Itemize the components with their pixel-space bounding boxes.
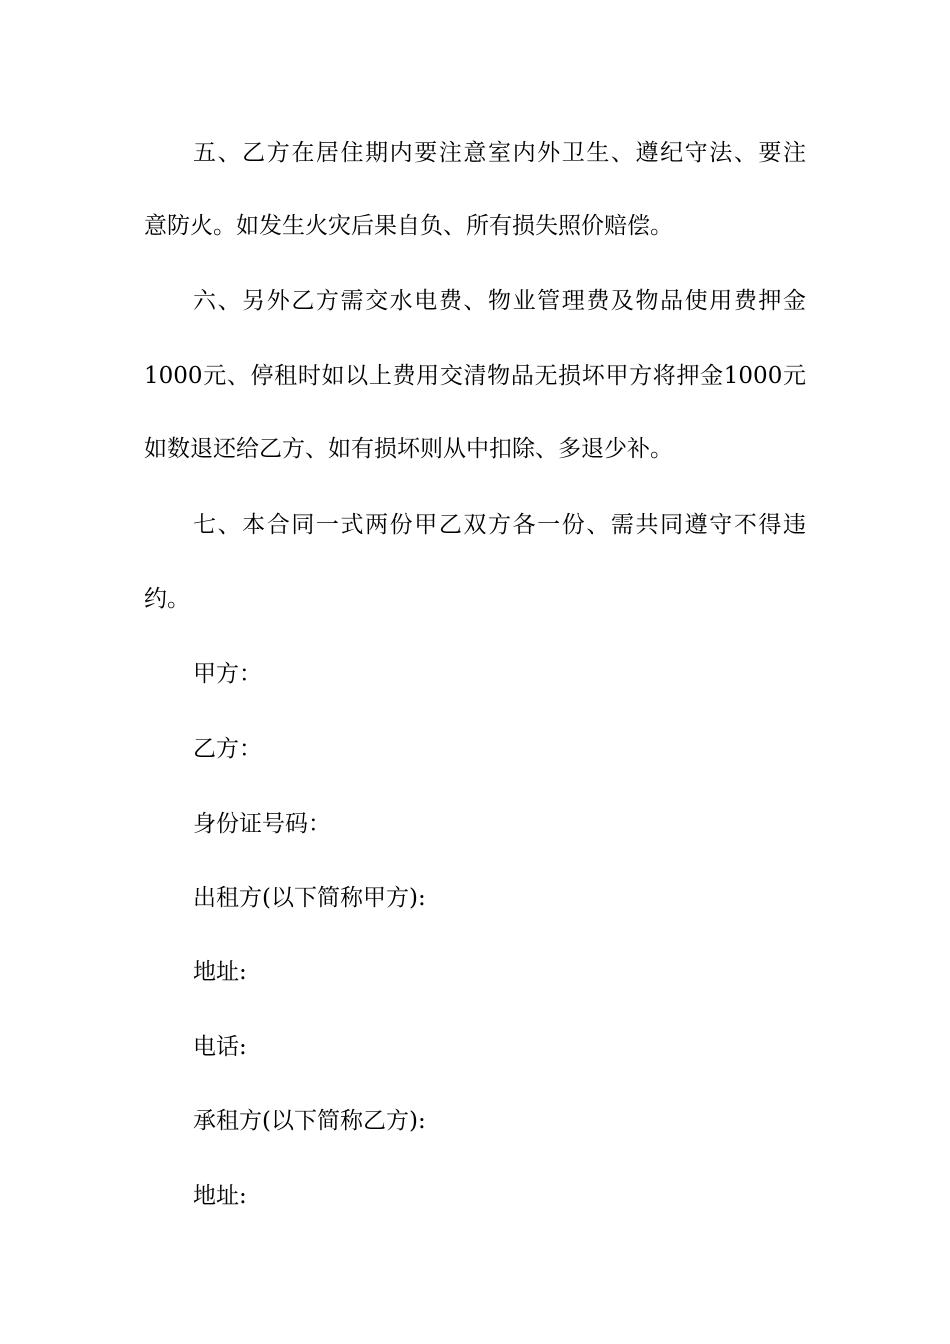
- clause-7-line-1: 七、本合同一式两份甲乙双方各一份、需共同遵守不得违: [193, 512, 806, 538]
- clause-7-line-2: 约。: [144, 586, 190, 612]
- party-a-label: 甲方：: [193, 661, 262, 687]
- clause-6-line-1: 六、另外乙方需交水电费、物业管理费及物品使用费押金: [193, 288, 806, 314]
- clause-6-line-3: 如数退还给乙方、如有损坏则从中扣除、多退少补。: [144, 436, 673, 462]
- lessor-label: 出租方(以下简称甲方):: [193, 885, 426, 911]
- party-b-label: 乙方：: [193, 736, 262, 762]
- lessee-label: 承租方(以下简称乙方):: [193, 1108, 426, 1134]
- id-number-label: 身份证号码：: [193, 811, 331, 837]
- clause-5-line-2: 意防火。如发生火灾后果自负、所有损失照价赔偿。: [144, 213, 673, 239]
- lessee-address-label: 地址:: [193, 1183, 247, 1209]
- lessor-address-label: 地址:: [193, 959, 247, 985]
- clause-5-line-1: 五、乙方在居住期内要注意室内外卫生、遵纪守法、要注: [193, 140, 806, 166]
- lessor-phone-label: 电话:: [193, 1034, 247, 1060]
- clause-6-line-2: 1000元、停租时如以上费用交清物品无损坏甲方将押金1000元: [144, 363, 806, 389]
